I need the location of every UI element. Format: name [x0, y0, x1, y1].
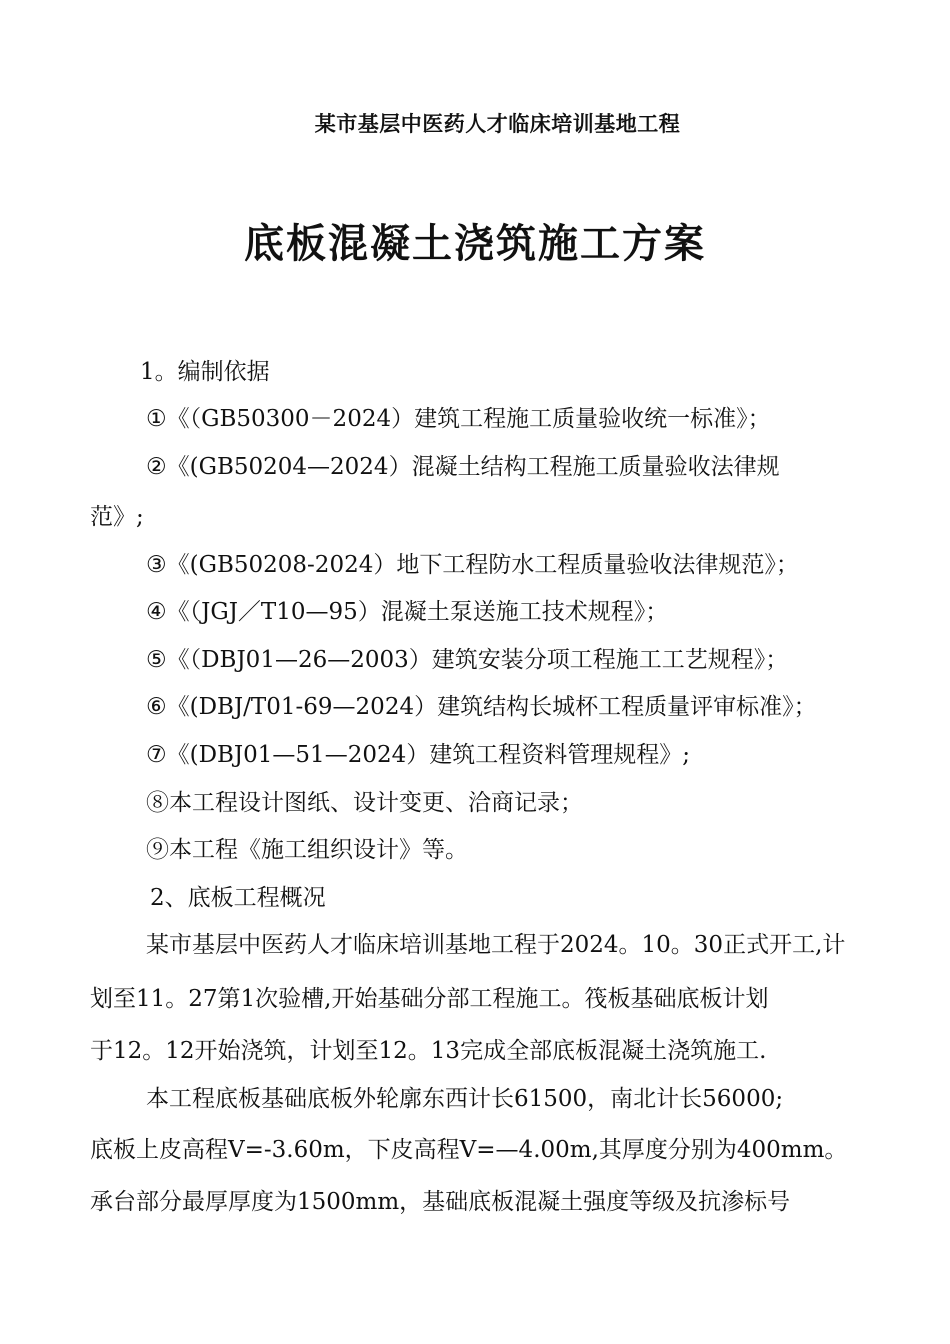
section-2-heading: 2、底板工程概况	[150, 885, 326, 911]
reference-item-7: ⑦《(DBJ01—51—2024）建筑工程资料管理规程》;	[146, 742, 690, 768]
overview-paragraph-line-2: 划至11。27第1次验槽,开始基础分部工程施工。筏板基础底板计划	[90, 986, 769, 1012]
dimension-paragraph-line-3: 承台部分最厚厚度为1500mm，基础底板混凝土强度等级及抗渗标号	[90, 1189, 791, 1215]
project-name: 某市基层中医药人才临床培训基地工程	[314, 112, 681, 136]
overview-paragraph-line-1: 某市基层中医药人才临床培训基地工程于2024。10。30正式开工,计	[146, 932, 846, 958]
reference-item-5: ⑤《（DBJ01—26—2003）建筑安装分项工程施工工艺规程》；	[146, 647, 789, 673]
overview-paragraph-line-3: 于12。12开始浇筑，计划至12。13完成全部底板混凝土浇筑施工.	[90, 1038, 767, 1064]
reference-item-8: ⑧本工程设计图纸、设计变更、洽商记录；	[146, 790, 583, 816]
document-title: 底板混凝土浇筑施工方案	[244, 221, 706, 267]
reference-item-9: ⑨本工程《施工组织设计》等。	[146, 837, 468, 863]
reference-item-4: ④《（JGJ／T10—95）混凝土泵送施工技术规程》；	[146, 599, 669, 625]
dimension-paragraph-line-2: 底板上皮高程V=-3.60m，下皮高程V=—4.00m,其厚度分别为400mm。	[90, 1137, 848, 1163]
dimension-paragraph-line-1: 本工程底板基础底板外轮廓东西计长61500，南北计长56000;	[146, 1086, 784, 1112]
reference-item-6: ⑥《(DBJ/T01-69—2024）建筑结构长城杯工程质量评审标准》；	[146, 694, 817, 720]
reference-item-1: ①《（GB50300－2024）建筑工程施工质量验收统一标准》；	[146, 406, 771, 432]
reference-item-3: ③《(GB50208-2024）地下工程防水工程质量验收法律规范》；	[146, 552, 799, 578]
reference-item-2-continued: 范》;	[90, 504, 144, 530]
reference-item-2: ②《(GB50204—2024）混凝土结构工程施工质量验收法律规	[146, 454, 780, 480]
section-1-heading: 1。编制依据	[140, 359, 270, 385]
